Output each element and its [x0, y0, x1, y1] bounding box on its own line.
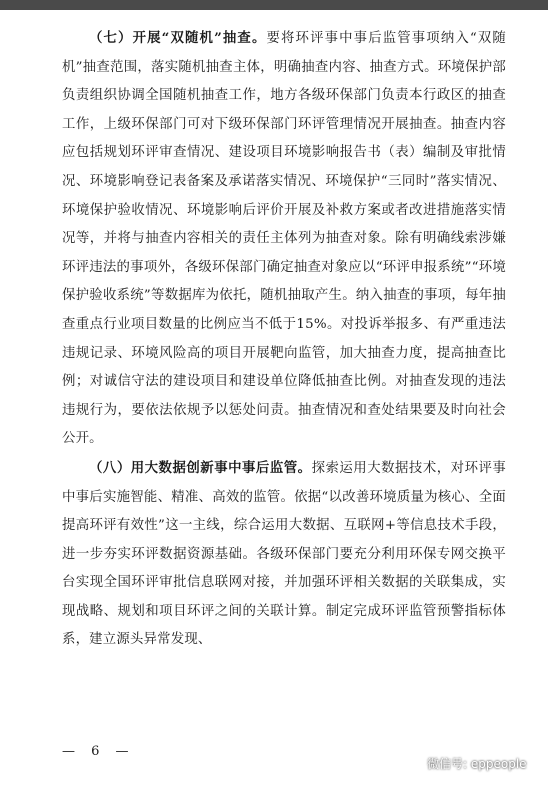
section-7-text: 要将环评事中事后监管事项纳入“双随机”抽查范围，落实随机抽查主体，明确抽查内容、抽查方式。环境保护部负责组织协调全国随机抽查工作，地方各级环保部门负责本行政区的抽查工作，上级环保部门可对下级环保部门环评管理情况开展抽查。抽查内容应包括规划环评审查情况、建设项目环境影响报告书（表）编制及审批情况、环境影响登记表备案及承诺落实情况、环境保护“三同时”落实情况、环境保护验收情况、环境影响后评价开展及补救方案或者改进措施落实情况等，并将与抽查内容相关的责任主体列为抽查对象。除有明确线索涉嫌环评违法的事项外，各级环保部门确定抽查对象应以“环评申报系统”“环境保护验收系统”等数据库为依托，随机抽取产生。纳入抽查的事项，每年抽查重点行业项目数量的比例应当不低于15%。对投诉举报多、有严重违法违规记录、环境风险高的项目开展靶向监管，加大抽查力度，提高抽查比例；对诚信守法的建设项目和建设单位降低抽查比例。对抽查发现的违法违规行为，要依法依规予以惩处问责。抽查情况和查处结果要及时向社会公开。: [62, 31, 506, 447]
wechat-watermark: [402, 755, 527, 772]
section-8-paragraph: [62, 454, 506, 655]
watermark-text: 微信号: eppeople: [427, 757, 527, 771]
top-border: [0, 0, 548, 10]
section-7-heading: （七）开展“双随机”抽查。: [89, 30, 267, 46]
section-7-paragraph: [62, 24, 506, 454]
wechat-icon: [402, 756, 422, 772]
section-8-text: 探索运用大数据技术，对环评事中事后实施智能、精准、高效的监管。依据“以改善环境质量为核心、全面提高环评有效性”这一主线，综合运用大数据、互联网+等信息技术手段，进一步夯实环评数据资源基础。各级环保部门要充分利用环保专网交换平台实现全国环评审批信息联网对接，并加强环评相关数据的关联集成，实现战略、规划和项目环评之间的关联计算。制定完成环评监管预警指标体系，建立源头异常发现、: [62, 460, 506, 648]
section-8-heading: （八）用大数据创新事中事后监管。: [89, 459, 312, 476]
document-body: [62, 24, 506, 655]
page-number: — 6 —: [62, 744, 135, 759]
